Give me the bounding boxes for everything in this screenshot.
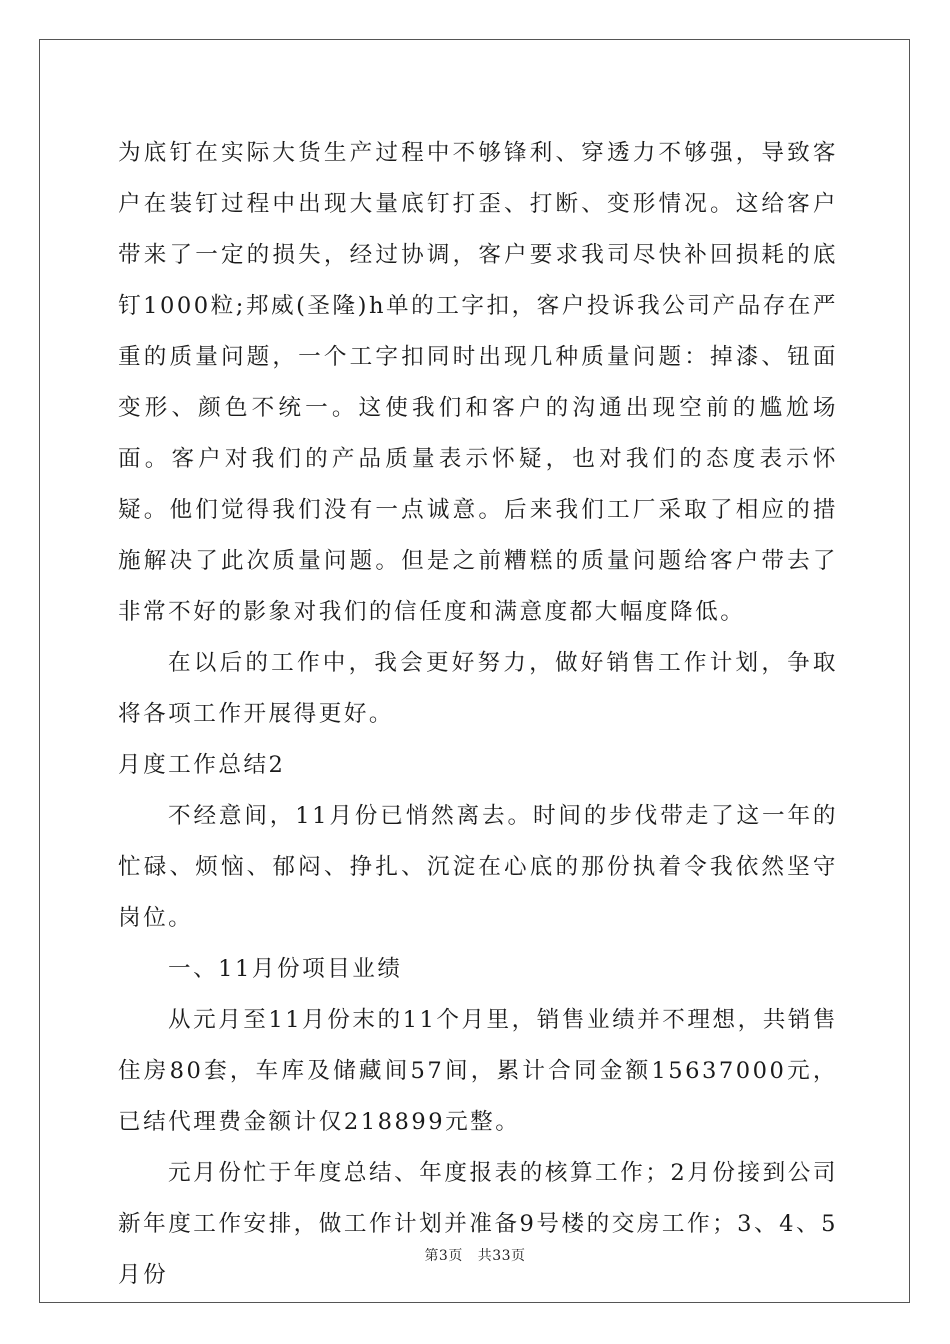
paragraph-november-intro: 不经意间，11月份已悄然离去。时间的步伐带走了这一年的忙碌、烦恼、郁闷、挣扎、沉淀在心底的那份执着令我依然坚守岗位。	[118, 803, 838, 931]
page-number: 第3页	[424, 1248, 463, 1264]
paragraph-sales-performance: 从元月至11月份末的11个月里，销售业绩并不理想，共销售住房80套，车库及储藏间57间，累计合同金额15637000元，已结代理费金额计仅218899元整。	[118, 1007, 838, 1135]
section-title: 月度工作总结2	[118, 752, 286, 778]
subsection-title: 一、11月份项目业绩	[168, 956, 403, 982]
paragraph-monthly-work: 元月份忙于年度总结、年度报表的核算工作；2月份接到公司新年度工作安排，做工作计划并准备9号楼的交房工作；3、4、5月份	[118, 1160, 838, 1288]
page-total: 共33页	[477, 1248, 526, 1264]
paragraph-quality-issues: 为底钉在实际大货生产过程中不够锋利、穿透力不够强，导致客户在装钉过程中出现大量底钉打歪、打断、变形情况。这给客户带来了一定的损失，经过协调，客户要求我司尽快补回损耗的底钉1000粒;邦威(圣隆)h单的工字扣，客户投诉我公司产品存在严重的质量问题，一个工字扣同时出现几种质量问题：掉漆、钮面变形、颜色不统一。这使我们和客户的沟通出现空前的尴尬场面。客户对我们的产品质量表示怀疑，也对我们的态度表示怀疑。他们觉得我们没有一点诚意。后来我们工厂采取了相应的措施解决了此次质量问题。但是之前糟糕的质量问题给客户带去了非常不好的影象对我们的信任度和满意度都大幅度降低。	[118, 140, 838, 625]
document-body	[118, 128, 838, 1301]
paragraph-future-plan: 在以后的工作中，我会更好努力，做好销售工作计划，争取将各项工作开展得更好。	[118, 650, 838, 727]
page-footer	[0, 1245, 950, 1265]
